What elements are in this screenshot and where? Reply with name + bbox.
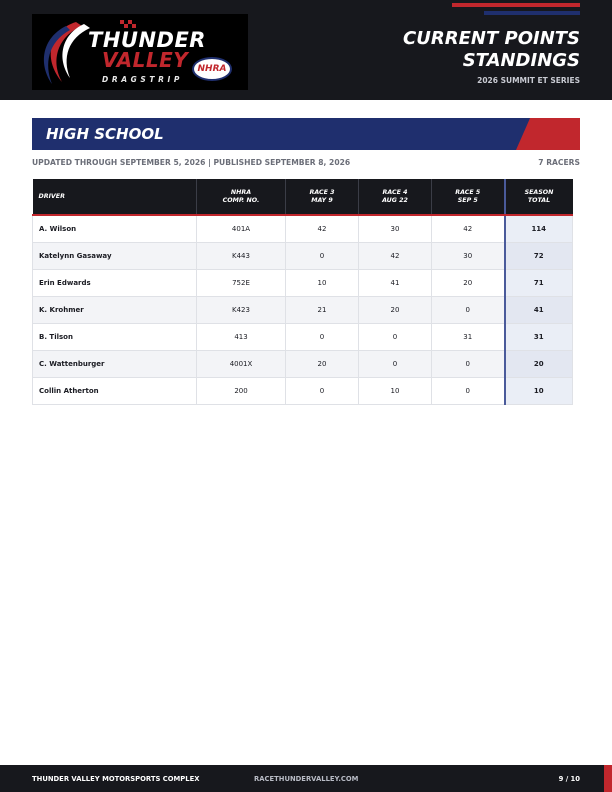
cell-race-5: 0 — [432, 296, 505, 323]
header-comp-no — [197, 179, 286, 215]
thunder-valley-logo — [32, 14, 248, 90]
header-race-3 — [286, 179, 359, 215]
cell-race-5: 20 — [432, 269, 505, 296]
cell-driver: A. Wilson — [33, 215, 197, 242]
header-race-5 — [432, 179, 505, 215]
cell-race-3: 10 — [286, 269, 359, 296]
header-race-5-line-2: SEP 5 — [457, 196, 478, 204]
cell-race-5: 0 — [432, 377, 505, 404]
cell-race-3: 0 — [286, 377, 359, 404]
table-header-row — [33, 179, 573, 215]
banner-red-accent — [516, 118, 580, 150]
nhra-badge-text: NHRA — [197, 64, 227, 74]
cell-season-total: 20 — [505, 350, 573, 377]
cell-race-4: 42 — [359, 242, 432, 269]
cell-driver: C. Wattenburger — [33, 350, 197, 377]
header-season-total-line-2: TOTAL — [527, 196, 551, 204]
accent-stripe-red — [452, 3, 580, 7]
section-title: HIGH SCHOOL — [46, 125, 164, 143]
table-row — [33, 296, 573, 323]
cell-race-3: 21 — [286, 296, 359, 323]
section-banner — [32, 118, 580, 150]
cell-comp-no: 752E — [197, 269, 286, 296]
cell-race-4: 41 — [359, 269, 432, 296]
standings-table — [32, 179, 573, 405]
cell-race-3: 0 — [286, 242, 359, 269]
table-row — [33, 242, 573, 269]
series-label: 2026 SUMMIT ET SERIES — [477, 76, 580, 85]
cell-race-3: 0 — [286, 323, 359, 350]
header-driver-label: DRIVER — [38, 192, 65, 200]
cell-comp-no: 401A — [197, 215, 286, 242]
page-header — [0, 0, 612, 100]
header-race-4-line-1: RACE 4 — [382, 188, 408, 196]
table-row — [33, 323, 573, 350]
header-comp-no-line-2: COMP. NO. — [222, 196, 260, 204]
updated-info: UPDATED THROUGH SEPTEMBER 5, 2026 | PUBLISHED SEPTEMBER 8, 2026 — [32, 158, 351, 167]
cell-season-total: 71 — [505, 269, 573, 296]
racer-count: 7 RACERS — [538, 158, 580, 167]
page-title-line-1: CURRENT POINTS — [403, 28, 580, 49]
header-race-3-line-1: RACE 3 — [309, 188, 335, 196]
cell-race-5: 0 — [432, 350, 505, 377]
cell-race-5: 31 — [432, 323, 505, 350]
cell-season-total: 114 — [505, 215, 573, 242]
footer-red-accent — [604, 765, 612, 792]
cell-comp-no: 200 — [197, 377, 286, 404]
logo-wordmark-thunder: THUNDER — [88, 28, 206, 52]
cell-comp-no: K443 — [197, 242, 286, 269]
table-row — [33, 377, 573, 404]
nhra-badge — [192, 57, 232, 81]
accent-stripe-blue — [484, 11, 580, 15]
cell-race-4: 20 — [359, 296, 432, 323]
table-row — [33, 350, 573, 377]
header-comp-no-line-1: NHRA — [230, 188, 252, 196]
page-title-line-2: STANDINGS — [462, 50, 580, 71]
cell-race-4: 0 — [359, 323, 432, 350]
cell-driver: B. Tilson — [33, 323, 197, 350]
header-season-total-line-1: SEASON — [524, 188, 554, 196]
footer-website: RACETHUNDERVALLEY.COM — [254, 775, 359, 783]
footer-org-name: THUNDER VALLEY MOTORSPORTS COMPLEX — [32, 775, 200, 783]
cell-season-total: 72 — [505, 242, 573, 269]
cell-race-3: 20 — [286, 350, 359, 377]
table-row — [33, 215, 573, 242]
header-race-3-line-2: MAY 9 — [311, 196, 333, 204]
cell-race-3: 42 — [286, 215, 359, 242]
footer-page-number: 9 / 10 — [558, 775, 580, 783]
cell-race-5: 30 — [432, 242, 505, 269]
cell-driver: K. Krohmer — [33, 296, 197, 323]
cell-race-4: 0 — [359, 350, 432, 377]
header-race-4-line-2: AUG 22 — [382, 196, 408, 204]
header-season-total — [505, 179, 573, 215]
cell-comp-no: K423 — [197, 296, 286, 323]
cell-driver: Erin Edwards — [33, 269, 197, 296]
cell-season-total: 10 — [505, 377, 573, 404]
cell-comp-no: 4001X — [197, 350, 286, 377]
header-race-5-line-1: RACE 5 — [455, 188, 481, 196]
cell-season-total: 31 — [505, 323, 573, 350]
cell-driver: Katelynn Gasaway — [33, 242, 197, 269]
cell-race-5: 42 — [432, 215, 505, 242]
table-row — [33, 269, 573, 296]
header-race-4 — [359, 179, 432, 215]
header-driver — [33, 179, 197, 215]
cell-race-4: 30 — [359, 215, 432, 242]
cell-race-4: 10 — [359, 377, 432, 404]
cell-driver: Collin Atherton — [33, 377, 197, 404]
page-footer — [0, 765, 612, 792]
cell-season-total: 41 — [505, 296, 573, 323]
logo-wordmark-valley: VALLEY — [102, 48, 189, 72]
cell-comp-no: 413 — [197, 323, 286, 350]
logo-wordmark-dragstrip: DRAGSTRIP — [102, 75, 183, 84]
